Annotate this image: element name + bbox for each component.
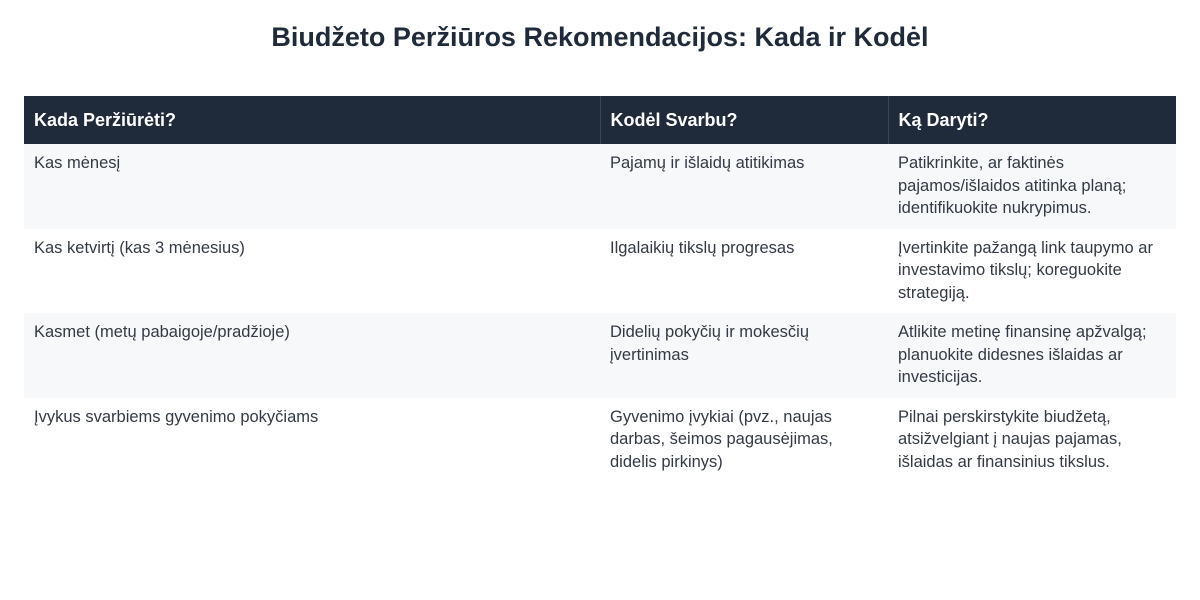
cell-when: Kas ketvirtį (kas 3 mėnesius)	[24, 229, 600, 314]
cell-when: Įvykus svarbiems gyvenimo pokyčiams	[24, 398, 600, 483]
cell-why: Didelių pokyčių ir mokesčių įvertinimas	[600, 313, 888, 398]
cell-when: Kasmet (metų pabaigoje/pradžioje)	[24, 313, 600, 398]
table-row	[24, 144, 1176, 229]
cell-what: Atlikite metinę finansinę apžvalgą; planuokite didesnes išlaidas ar investicijas.	[888, 313, 1176, 398]
table-row	[24, 398, 1176, 483]
page-title: Biudžeto Peržiūros Rekomendacijos: Kada ir Kodėl	[271, 22, 929, 52]
header-why: Kodėl Svarbu?	[600, 96, 888, 144]
table-row	[24, 229, 1176, 314]
table-header-row	[24, 96, 1176, 144]
cell-why: Pajamų ir išlaidų atitikimas	[600, 144, 888, 229]
table-row	[24, 313, 1176, 398]
cell-what: Pilnai perskirstykite biudžetą, atsižvelgiant į naujas pajamas, išlaidas ar finansinius tikslus.	[888, 398, 1176, 483]
cell-why: Gyvenimo įvykiai (pvz., naujas darbas, šeimos pagausėjimas, didelis pirkinys)	[600, 398, 888, 483]
budget-review-table	[24, 96, 1176, 482]
cell-what: Patikrinkite, ar faktinės pajamos/išlaidos atitinka planą; identifikuokite nukrypimus.	[888, 144, 1176, 229]
cell-what: Įvertinkite pažangą link taupymo ar investavimo tikslų; koreguokite strategiją.	[888, 229, 1176, 314]
cell-when: Kas mėnesį	[24, 144, 600, 229]
header-when: Kada Peržiūrėti?	[24, 96, 600, 144]
cell-why: Ilgalaikių tikslų progresas	[600, 229, 888, 314]
header-what: Ką Daryti?	[888, 96, 1176, 144]
